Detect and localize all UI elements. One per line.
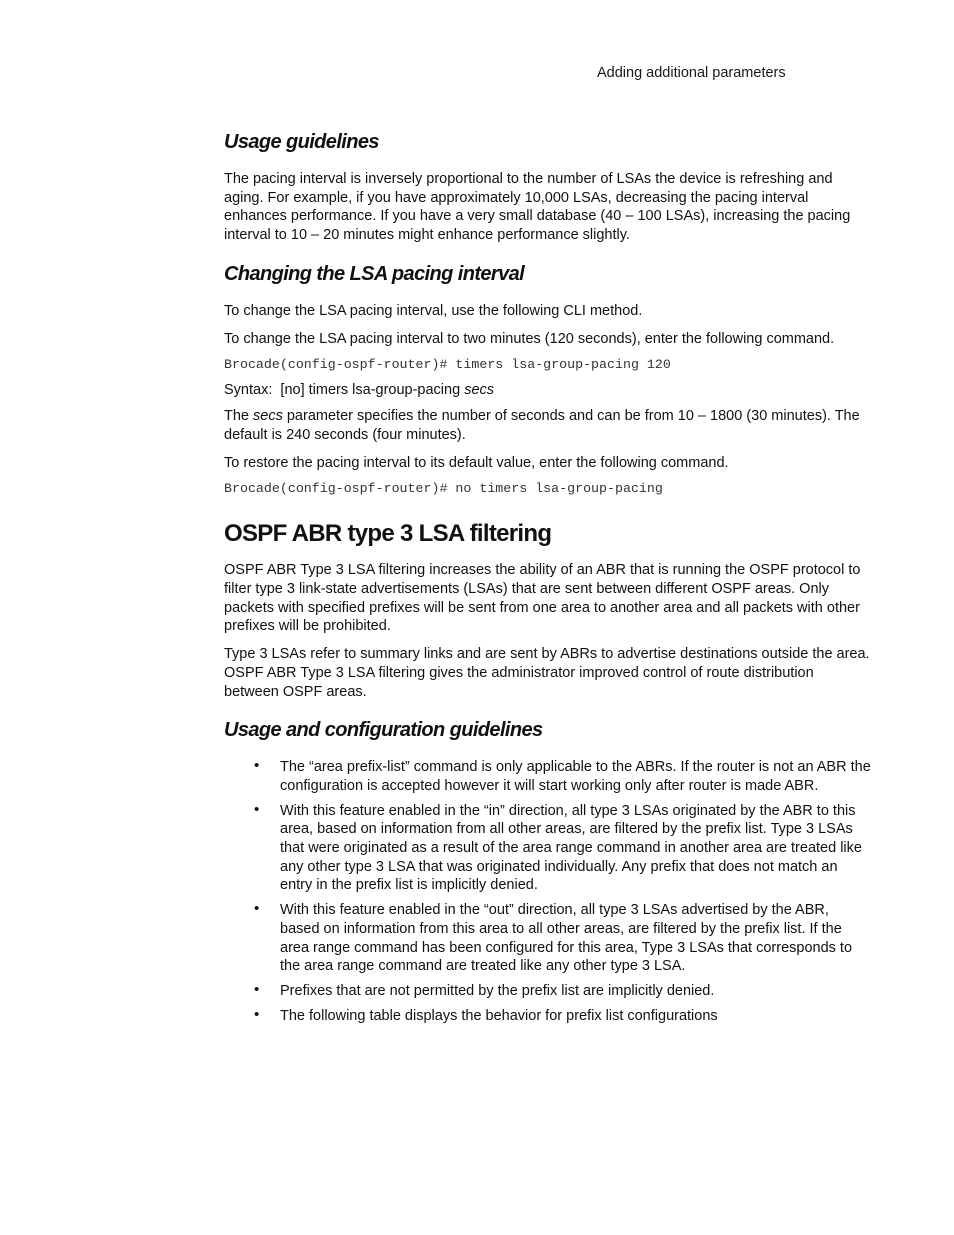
usage-guidelines-paragraph: The pacing interval is inversely proportional to the number of LSAs the device is refreshing and aging. For example, if you have approximately 10,000 LSAs, decreasing the pacing interval enhances performance. If you have a very small database (40 – 100 LSAs), increasing the pacing interval to 10 – 20 minutes might enhance performance slightly.: [224, 171, 851, 244]
restore-paragraph: To restore the pacing interval to its default value, enter the following command.: [224, 454, 729, 471]
running-header: Adding additional parameters: [597, 65, 786, 81]
abr-paragraph-1: OSPF ABR Type 3 LSA filtering increases the ability of an ABR that is running the OSPF protocol to filter type 3 link-state advertisements (LSAs) that are sent between different OSPF areas. Only packets with specified prefixes will be sent from one area to another area and all packets with other prefixes will be prohibited.: [224, 562, 861, 635]
changing-paragraph-1: To change the LSA pacing interval, use the following CLI method.: [224, 302, 643, 319]
code-example-1: Brocade(config-ospf-router)# timers lsa-group-pacing 120: [224, 357, 671, 373]
changing-paragraph-2: To change the LSA pacing interval to two minutes (120 seconds), enter the following command.: [224, 330, 835, 347]
syntax-label: Syntax:: [224, 382, 273, 399]
abr-paragraph-2: Type 3 LSAs refer to summary links and are sent by ABRs to advertise destinations outside the area. OSPF ABR Type 3 LSA filtering gives the administrator improved control of route distribution between OSPF areas.: [224, 646, 870, 700]
list-item: • The following table displays the behavior for prefix list configurations: [254, 1005, 718, 1024]
list-item: • Prefixes that are not permitted by the prefix list are implicitly denied.: [254, 980, 715, 999]
secs-paragraph: The secs parameter specifies the number of seconds and can be from 10 – 1800 (30 minutes). The default is 240 seconds (four minutes).: [224, 408, 860, 443]
syntax-command: [no] timers lsa-group-pacing: [280, 382, 461, 399]
syntax-argument: secs: [464, 382, 495, 399]
list-item: • With this feature enabled in the “out” direction, all type 3 LSAs advertised by the ABR, based on information from this area to all other areas, are filtered by the prefix list. If the area range command has been configured for this area, Type 3 LSAs that corresponds to the area range command are treated like any other type 3 LSA.: [254, 900, 853, 975]
config-guidelines-heading: Usage and configuration guidelines: [224, 719, 543, 742]
syntax-line: [224, 382, 872, 398]
abr-filtering-heading: OSPF ABR type 3 LSA filtering: [224, 520, 552, 548]
page-content: [224, 131, 872, 1025]
code-example-2: Brocade(config-ospf-router)# no timers lsa-group-pacing: [224, 481, 663, 497]
list-item: • The “area prefix-list” command is only applicable to the ABRs. If the router is not an ABR the configuration is accepted however it will start working only after router is made ABR.: [254, 757, 871, 794]
usage-guidelines-heading: Usage guidelines: [224, 131, 379, 153]
secs-emphasis: secs: [253, 408, 283, 425]
changing-lsa-heading: Changing the LSA pacing interval: [224, 262, 525, 285]
guidelines-list: [224, 758, 872, 1025]
list-item: • With this feature enabled in the “in” direction, all type 3 LSAs originated by the ABR to this area, based on information from all other areas, are filtered by the prefix list. Type 3 LSAs that were originated as a result of the area range command in another area are treated like any other type 3 LSA that was originated individually. Any prefix that does not match an entry in the prefix list is implicitly denied.: [254, 800, 862, 894]
